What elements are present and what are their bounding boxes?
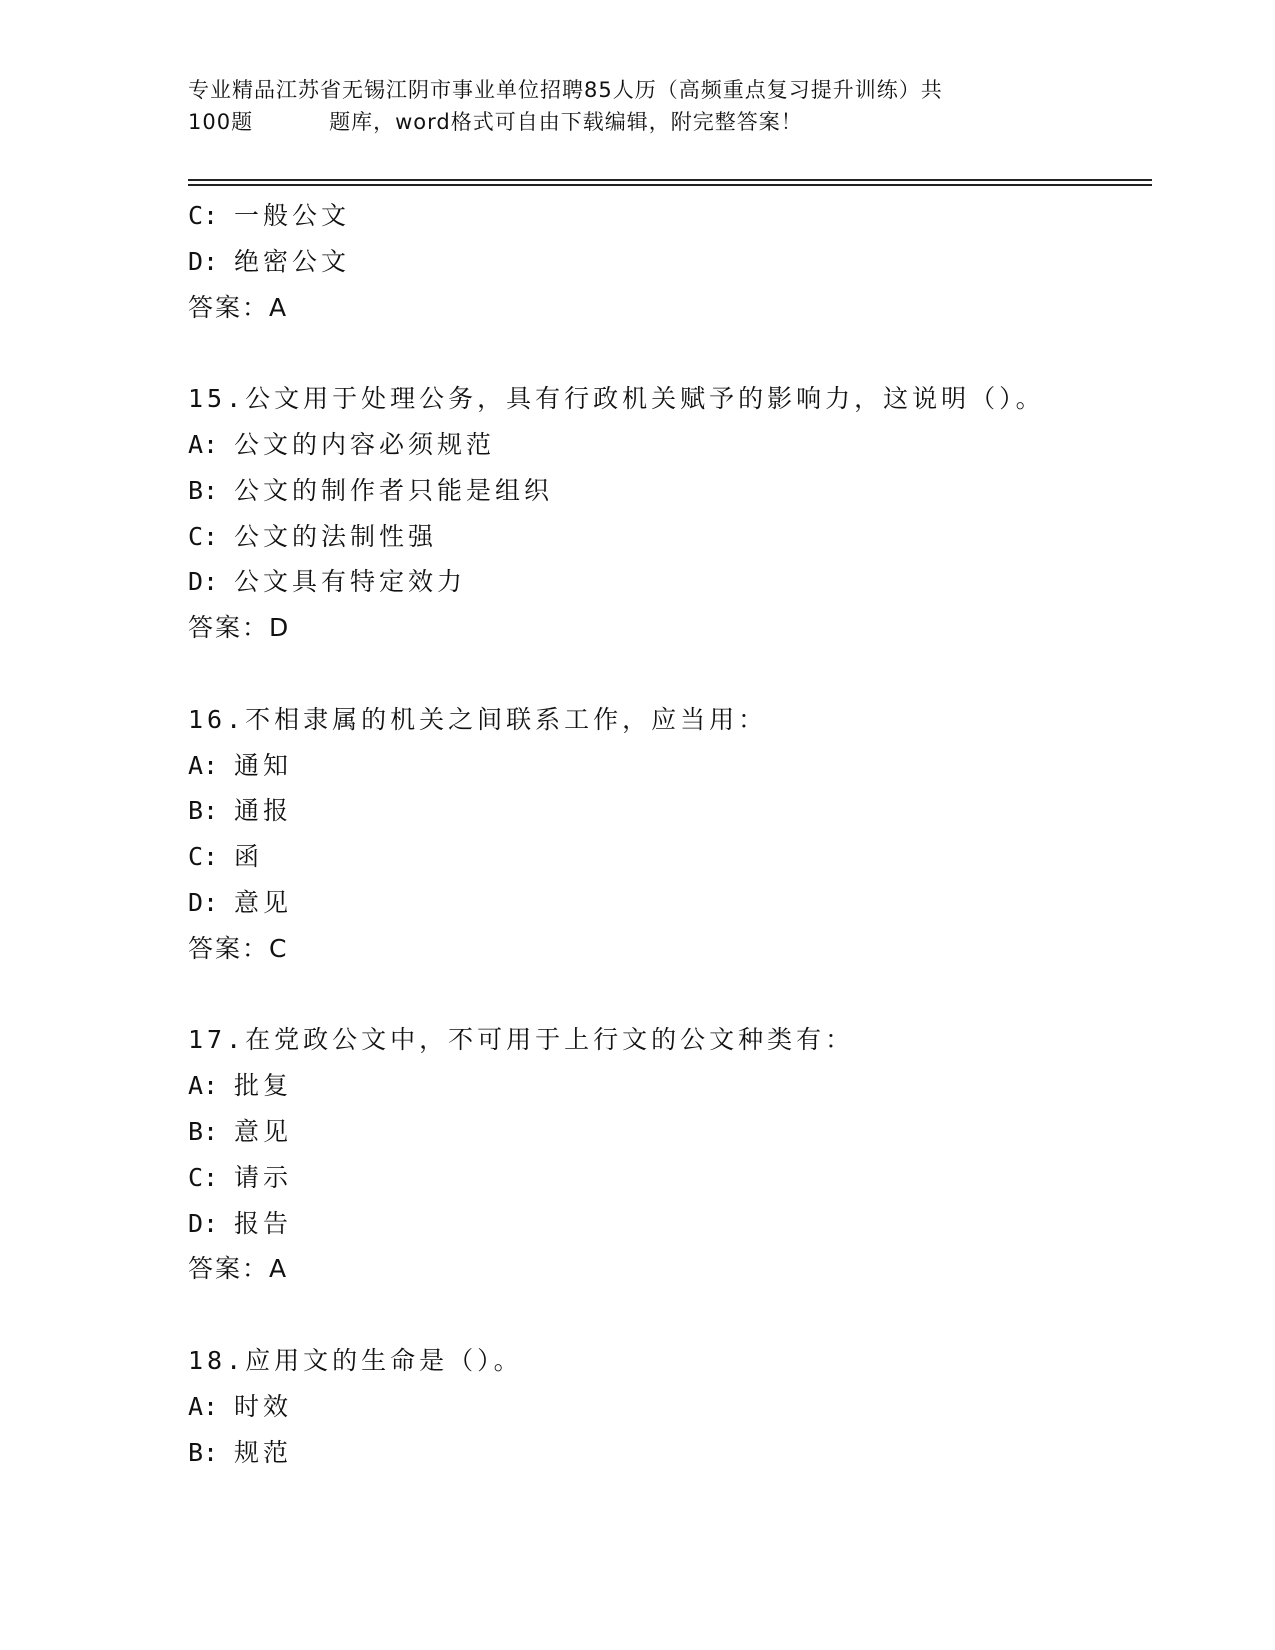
question-stem: 18.应用文的生命是（）。 xyxy=(188,1345,523,1375)
option-text: 通知 xyxy=(234,750,293,780)
option-text: 公文的内容必须规范 xyxy=(234,429,496,459)
option-b xyxy=(188,468,1148,514)
header-title-line-2 xyxy=(188,106,1068,138)
option-text: 意见 xyxy=(234,1116,293,1146)
answer-line: 答案：D xyxy=(188,613,291,643)
option-text: 公文的法制性强 xyxy=(234,521,438,551)
option-letter: C: xyxy=(188,842,219,872)
option-a xyxy=(188,1063,1148,1109)
option-text: 时效 xyxy=(234,1391,293,1421)
question-15 xyxy=(188,376,1148,651)
answer-line: 答案：C xyxy=(188,933,289,963)
option-c xyxy=(188,1155,1148,1201)
option-b xyxy=(188,1109,1148,1155)
option-letter: A: xyxy=(188,750,219,780)
option-letter: D: xyxy=(188,567,219,597)
option-a xyxy=(188,743,1148,789)
option-d xyxy=(188,880,1148,926)
option-d xyxy=(188,1201,1148,1247)
question-list xyxy=(188,193,1148,1475)
option-letter: B: xyxy=(188,475,219,505)
option-c xyxy=(188,834,1148,880)
option-b xyxy=(188,1430,1148,1476)
option-letter: B: xyxy=(188,796,219,826)
header-title-count: 100题 xyxy=(188,110,254,134)
option-letter: B: xyxy=(188,1437,219,1467)
question-partial xyxy=(188,193,1148,330)
option-c xyxy=(188,193,1148,239)
option-a xyxy=(188,1384,1148,1430)
option-c xyxy=(188,514,1148,560)
option-a xyxy=(188,422,1148,468)
header-divider-bottom xyxy=(188,184,1152,186)
option-text: 通报 xyxy=(234,796,293,826)
option-d xyxy=(188,239,1148,285)
question-17 xyxy=(188,1017,1148,1292)
option-letter: D: xyxy=(188,1208,219,1238)
option-text: 规范 xyxy=(234,1437,293,1467)
option-text: 公文的制作者只能是组织 xyxy=(234,475,554,505)
header-title-note: 题库，word格式可自由下载编辑，附完整答案！ xyxy=(329,110,803,134)
option-letter: A: xyxy=(188,429,219,459)
option-d xyxy=(188,559,1148,605)
option-letter: A: xyxy=(188,1391,219,1421)
option-b xyxy=(188,788,1148,834)
question-stem: 15.公文用于处理公务，具有行政机关赋予的影响力，这说明（）。 xyxy=(188,384,1045,414)
option-text: 意见 xyxy=(234,887,293,917)
option-letter: C: xyxy=(188,201,219,230)
option-letter: B: xyxy=(188,1116,219,1146)
option-text: 批复 xyxy=(234,1071,293,1101)
answer-line: 答案：A xyxy=(188,1254,289,1284)
option-text: 绝密公文 xyxy=(234,246,351,276)
option-text: 公文具有特定效力 xyxy=(234,567,467,597)
option-text: 请示 xyxy=(234,1162,293,1192)
header-divider-top xyxy=(188,179,1152,181)
answer-line: 答案：A xyxy=(188,292,289,322)
option-text: 一般公文 xyxy=(234,201,351,230)
option-letter: D: xyxy=(188,887,219,917)
header-title-line-1: 专业精品江苏省无锡江阴市事业单位招聘85人历（高频重点复习提升训练）共 xyxy=(188,78,943,102)
option-letter: D: xyxy=(188,246,219,276)
option-letter: C: xyxy=(188,1162,219,1192)
option-letter: A: xyxy=(188,1071,219,1101)
question-stem: 16.不相隶属的机关之间联系工作，应当用： xyxy=(188,704,768,734)
question-16 xyxy=(188,697,1148,972)
option-text: 报告 xyxy=(234,1208,293,1238)
option-text: 函 xyxy=(234,842,264,872)
document-header xyxy=(188,74,1068,138)
question-stem: 17.在党政公文中，不可用于上行文的公文种类有： xyxy=(188,1025,855,1055)
question-18 xyxy=(188,1338,1148,1475)
option-letter: C: xyxy=(188,521,219,551)
